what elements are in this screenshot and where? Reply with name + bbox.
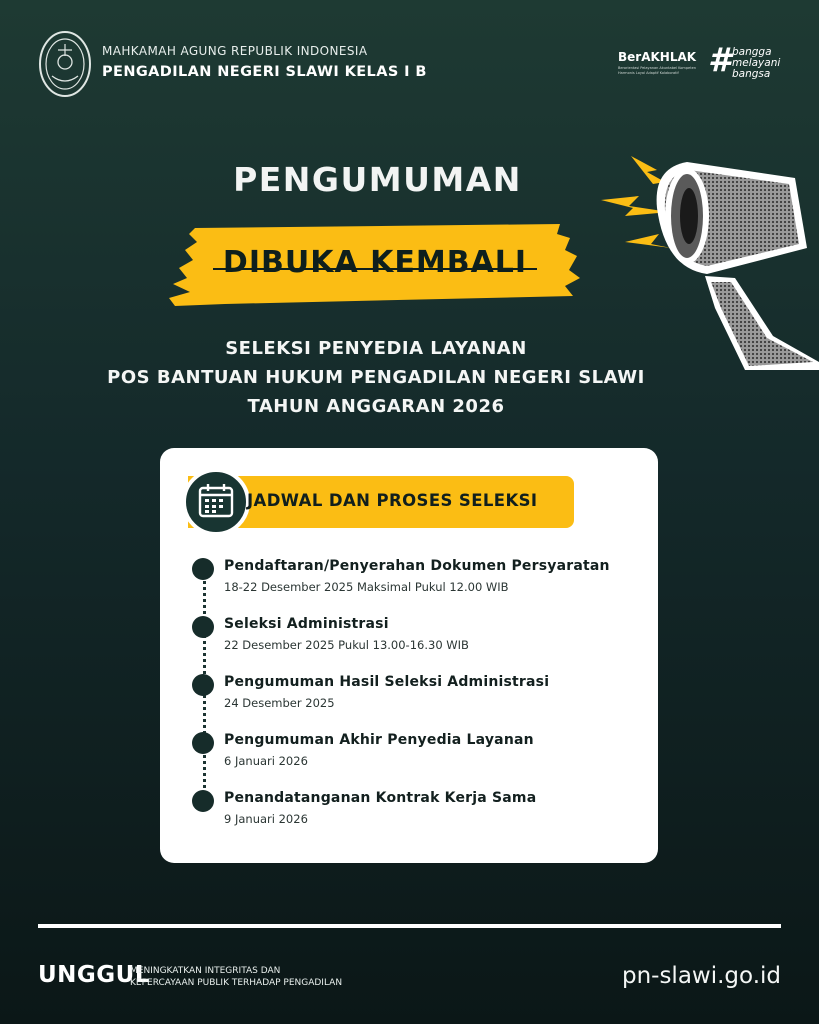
tagline-line: MENINGKATKAN INTEGRITAS DAN	[130, 966, 281, 976]
timeline-dot	[192, 732, 214, 754]
highlight-text: DIBUKA KEMBALI	[222, 245, 528, 280]
timeline-dot	[192, 674, 214, 696]
footer-divider	[38, 924, 781, 928]
megaphone-icon	[595, 148, 819, 370]
berakhlak-title: BerAKHLAK	[618, 50, 697, 64]
announcement-title: PENGUMUMAN	[233, 160, 522, 199]
subtitle-line: TAHUN ANGGARAN 2026	[247, 396, 505, 417]
step-date: 9 Januari 2026	[224, 812, 308, 826]
court-emblem-icon	[38, 30, 92, 98]
schedule-card	[160, 448, 658, 863]
berakhlak-logo	[618, 50, 708, 76]
step-title: Pengumuman Akhir Penyedia Layanan	[224, 732, 534, 748]
calendar-icon	[186, 472, 246, 532]
step-title: Seleksi Administrasi	[224, 616, 389, 632]
berakhlak-subtitle: Berorientasi Pelayanan Akuntabel Kompeten Harmonis Loyal Adaptif Kolaboratif	[618, 66, 696, 75]
website-url[interactable]: pn-slawi.go.id	[621, 963, 781, 989]
step-date: 24 Desember 2025	[224, 696, 335, 710]
footer-brand: UNGGUL	[38, 962, 151, 988]
bangga-melayani-bangsa-logo	[708, 40, 788, 84]
hashtag-words	[732, 47, 780, 80]
schedule-heading: JADWAL DAN PROSES SELEKSI	[247, 491, 538, 510]
hashtag-word: bangsa	[732, 68, 771, 80]
step-title: Pengumuman Hasil Seleksi Administrasi	[224, 674, 550, 690]
step-title: Penandatanganan Kontrak Kerja Sama	[224, 790, 537, 806]
step-date: 18-22 Desember 2025 Maksimal Pukul 12.00 WIB	[224, 580, 509, 594]
timeline-dot	[192, 616, 214, 638]
hashtag-word: bangga	[732, 46, 772, 58]
org-name-line1: MAHKAMAH AGUNG REPUBLIK INDONESIA	[102, 44, 368, 58]
header-org	[102, 44, 427, 80]
org-name-line2: PENGADILAN NEGERI SLAWI KELAS I B	[102, 64, 427, 80]
step-title: Pendaftaran/Penyerahan Dokumen Persyaratan	[224, 558, 610, 574]
hashtag-icon: #	[708, 40, 731, 79]
step-date: 22 Desember 2025 Pukul 13.00-16.30 WIB	[224, 638, 469, 652]
subtitle-line: POS BANTUAN HUKUM PENGADILAN NEGERI SLAWI	[107, 367, 645, 388]
calendar-badge	[182, 468, 250, 536]
tagline-line: KEPERCAYAAN PUBLIK TERHADAP PENGADILAN	[130, 978, 343, 988]
hashtag-word: melayani	[732, 57, 781, 69]
step-date: 6 Januari 2026	[224, 754, 308, 768]
footer-tagline	[130, 965, 342, 989]
timeline-dot	[192, 558, 214, 580]
subtitle-line: SELEKSI PENYEDIA LAYANAN	[225, 338, 527, 359]
timeline-dot	[192, 790, 214, 812]
